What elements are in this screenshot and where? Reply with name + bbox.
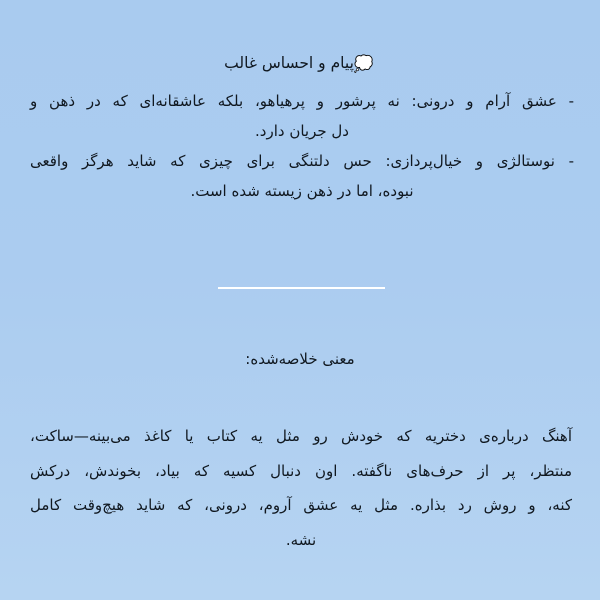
bullet-list [30,86,574,206]
summary-heading: معنی خلاصه‌شده: [245,350,355,368]
bullet-item-2-line-2: نبوده، اما در ذهن زیسته شده است. [190,182,414,200]
summary-line-1: آهنگ درباره‌ی دختریه که خودش رو مثل یه کتاب یا کاغذ می‌بینه—ساکت، [30,427,572,445]
bullet-item-1-line-2: دل جریان دارد. [255,122,349,140]
thought-balloon-icon: 💭 [353,54,374,73]
section-divider [218,287,385,289]
bullet-item-2-line-1: - نوستالژی و خیال‌پردازی: حس دلتنگی برای چیزی که شاید هرگز واقعی [30,152,574,170]
summary-line-2: منتظر، پر از حرف‌های ناگفته. اون دنبال کسیه که بیاد، بخوندش، درکش [30,461,572,480]
bullet-item-1 [30,86,574,146]
bullet-item-1-line-1: - عشق آرام و درونی: نه پرشور و پرهیاهو، بلکه عاشقانه‌ای که در ذهن و [30,92,574,110]
summary-line-4: نشه. [285,530,317,549]
summary-paragraph [30,419,572,557]
bullet-item-2 [30,146,574,206]
header-line [0,52,600,75]
page-title: پیام و احساس غالب [224,54,354,72]
summary-line-3: کنه، و روش رد بذاره. مثل یه عشق آروم، درونی، که شاید هیچ‌وقت کامل [30,496,572,514]
